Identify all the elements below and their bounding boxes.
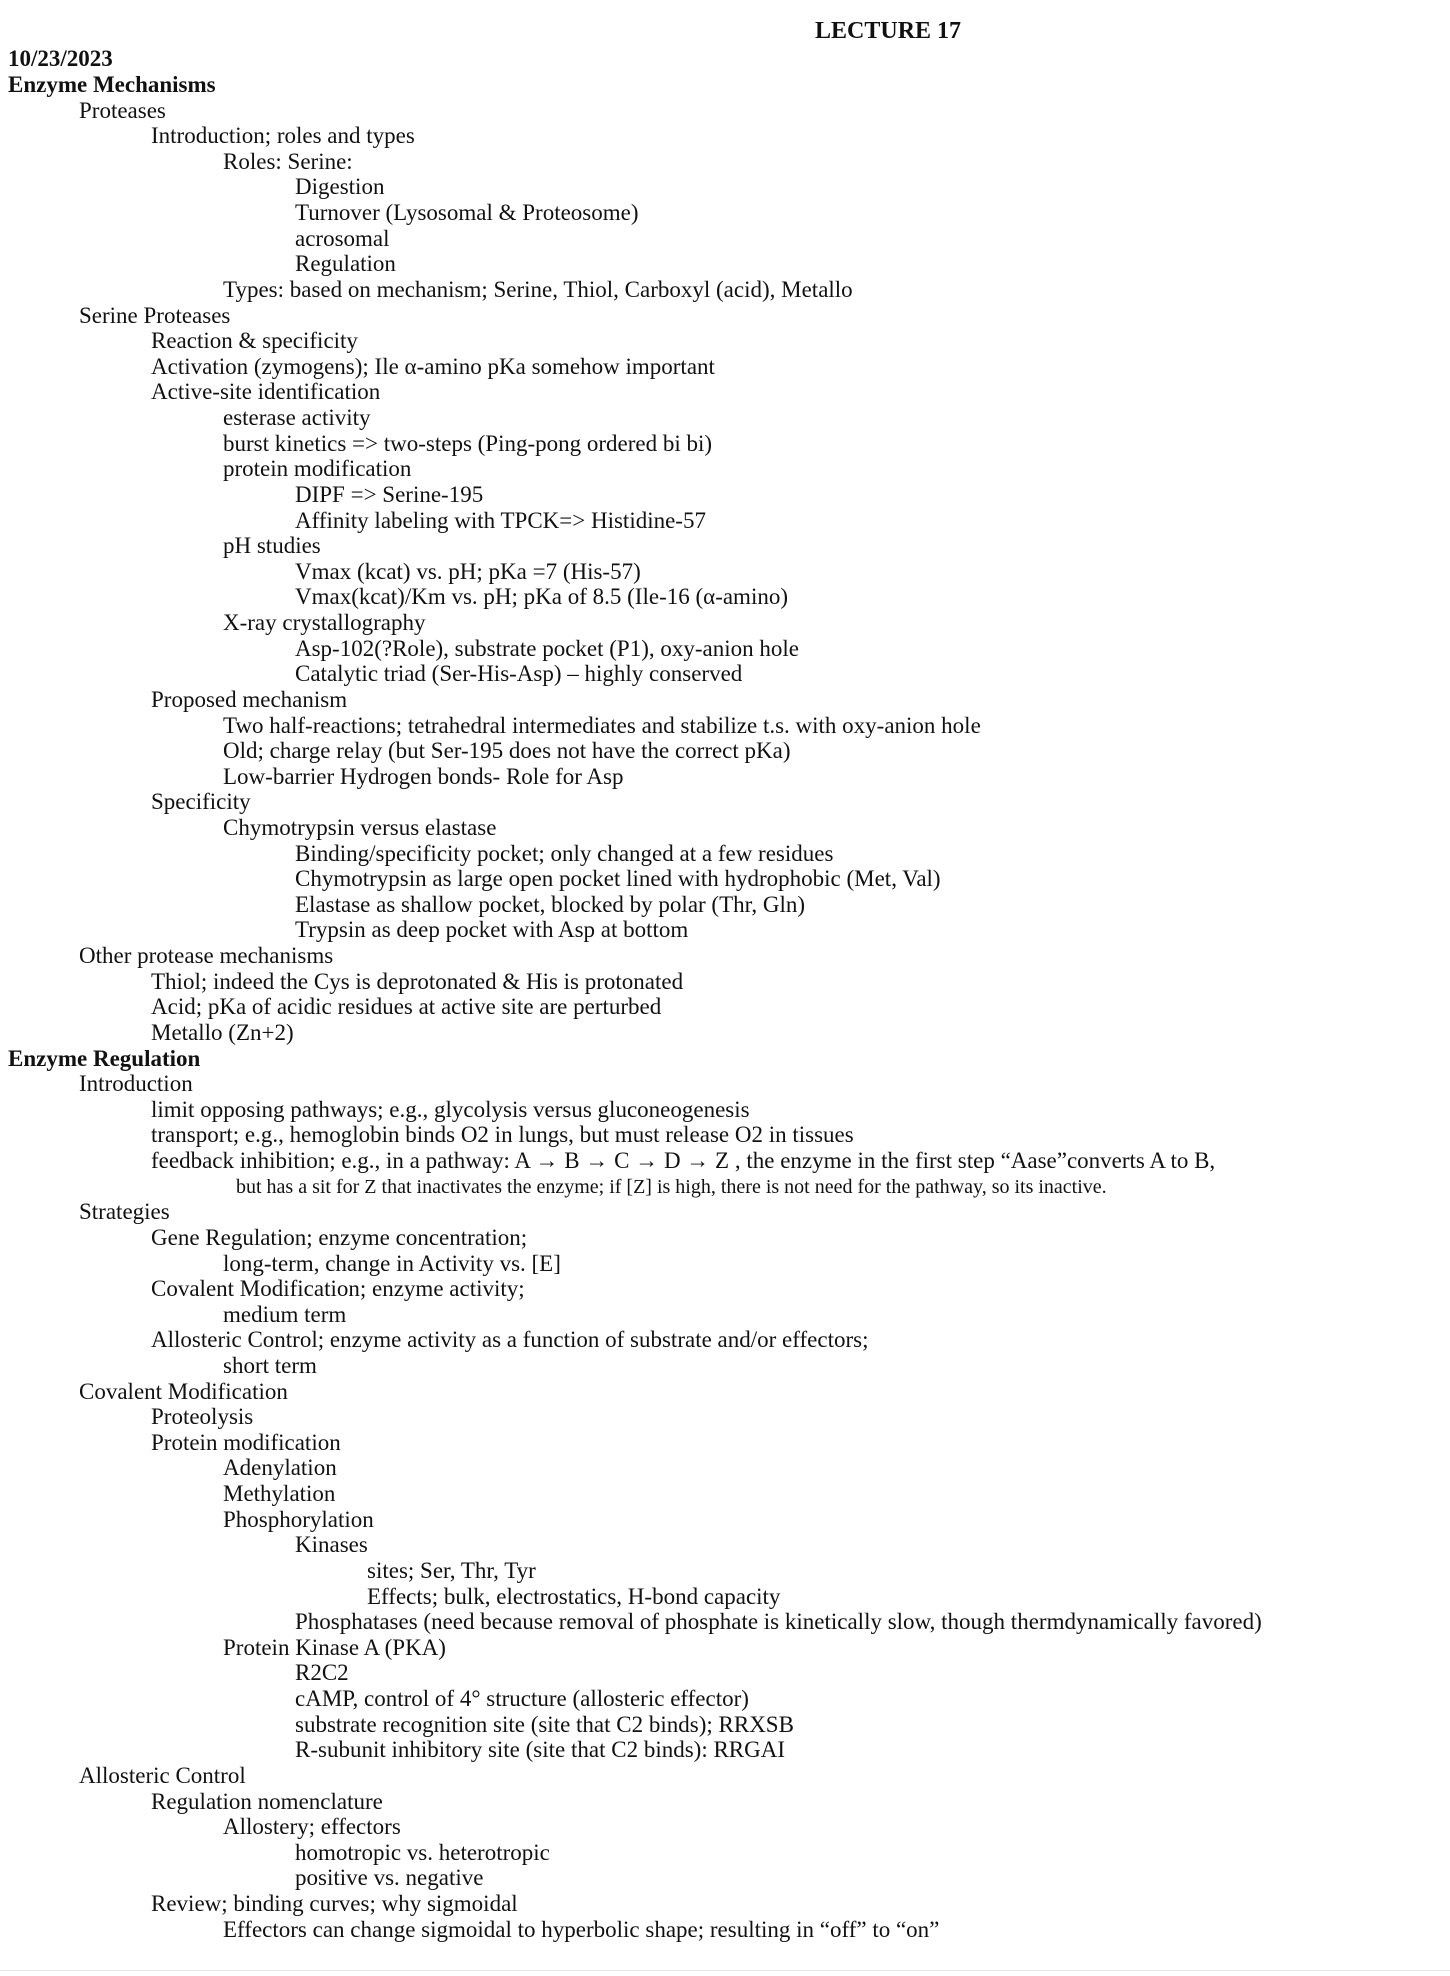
outline-line: limit opposing pathways; e.g., glycolysis versus gluconeogenesis xyxy=(151,1097,750,1122)
outline-line: substrate recognition site (site that C2 binds); RRXSB xyxy=(295,1712,794,1737)
lecture-title: LECTURE 17 xyxy=(815,18,962,44)
outline-line: Binding/specificity pocket; only changed at a few residues xyxy=(295,841,834,866)
outline-line: Proteolysis xyxy=(151,1404,254,1429)
outline-line: Gene Regulation; enzyme concentration; xyxy=(151,1225,528,1250)
outline-line: Regulation xyxy=(295,251,396,276)
outline-line: burst kinetics => two-steps (Ping-pong ordered bi bi) xyxy=(223,431,713,456)
outline-line: Catalytic triad (Ser-His-Asp) – highly conserved xyxy=(295,661,743,686)
outline-line: Adenylation xyxy=(223,1455,337,1480)
outline-line: Vmax (kcat) vs. pH; pKa =7 (His-57) xyxy=(295,559,641,584)
outline-line: Activation (zymogens); Ile α-amino pKa somehow important xyxy=(151,354,715,379)
outline-line: Phosphorylation xyxy=(223,1507,374,1532)
outline-line: Trypsin as deep pocket with Asp at bottom xyxy=(295,917,689,942)
outline-line: Vmax(kcat)/Km vs. pH; pKa of 8.5 (Ile-16 (α-amino) xyxy=(295,584,788,609)
outline-line: medium term xyxy=(223,1302,347,1327)
outline-line: feedback inhibition; e.g., in a pathway: A → B → C → D → Z , the enzyme in the first step “Aase”converts A to B, xyxy=(151,1148,1216,1173)
outline-line: pH studies xyxy=(223,533,321,558)
section-heading: Enzyme Regulation xyxy=(8,1046,201,1071)
outline-line: X-ray crystallography xyxy=(223,610,426,635)
outline-line: Effects; bulk, electrostatics, H-bond capacity xyxy=(367,1584,781,1609)
outline-line: Allosteric Control; enzyme activity as a function of substrate and/or effectors; xyxy=(151,1327,869,1352)
outline-line: Old; charge relay (but Ser-195 does not have the correct pKa) xyxy=(223,738,791,763)
outline-line: protein modification xyxy=(223,456,412,481)
outline-line: Chymotrypsin versus elastase xyxy=(223,815,497,840)
outline-line: Turnover (Lysosomal & Proteosome) xyxy=(295,200,639,225)
page-bottom-divider xyxy=(0,1970,1450,1971)
outline-line: Thiol; indeed the Cys is deprotonated & His is protonated xyxy=(151,969,684,994)
outline-line: Allosteric Control xyxy=(79,1763,246,1788)
outline-line: R2C2 xyxy=(295,1660,349,1685)
outline-line: Specificity xyxy=(151,789,251,814)
outline-line: Introduction xyxy=(79,1071,193,1096)
outline-line: Allostery; effectors xyxy=(223,1814,401,1839)
outline-line: Review; binding curves; why sigmoidal xyxy=(151,1891,518,1916)
section-heading: Enzyme Mechanisms xyxy=(8,72,216,97)
outline-line: Types: based on mechanism; Serine, Thiol, Carboxyl (acid), Metallo xyxy=(223,277,853,302)
outline-line: esterase activity xyxy=(223,405,371,430)
outline-line: Two half-reactions; tetrahedral intermediates and stabilize t.s. with oxy-anion hole xyxy=(223,713,981,738)
outline-line: Low-barrier Hydrogen bonds- Role for Asp xyxy=(223,764,624,789)
outline-line: Introduction; roles and types xyxy=(151,123,415,148)
outline-line: Kinases xyxy=(295,1532,368,1557)
outline-line: homotropic vs. heterotropic xyxy=(295,1840,550,1865)
outline-line: Chymotrypsin as large open pocket lined with hydrophobic (Met, Val) xyxy=(295,866,941,891)
outline-line: Digestion xyxy=(295,174,385,199)
outline-line: Covalent Modification xyxy=(79,1379,288,1404)
outline-line: transport; e.g., hemoglobin binds O2 in lungs, but must release O2 in tissues xyxy=(151,1122,854,1147)
outline-line: Acid; pKa of acidic residues at active site are perturbed xyxy=(151,994,662,1019)
lecture-date: 10/23/2023 xyxy=(8,46,113,71)
outline-line: Phosphatases (need because removal of phosphate is kinetically slow, though thermdynamically favored) xyxy=(295,1609,1262,1634)
outline-line: Metallo (Zn+2) xyxy=(151,1020,294,1045)
outline-line: long-term, change in Activity vs. [E] xyxy=(223,1251,561,1276)
outline-line: Active-site identification xyxy=(151,379,381,404)
outline-line: Effectors can change sigmoidal to hyperbolic shape; resulting in “off” to “on” xyxy=(223,1917,940,1942)
outline-line: sites; Ser, Thr, Tyr xyxy=(367,1558,536,1583)
outline-line: but has a sit for Z that inactivates the enzyme; if [Z] is high, there is not need for the pathway, so its inactive. xyxy=(236,1176,1107,1198)
outline-line: R-subunit inhibitory site (site that C2 binds): RRGAI xyxy=(295,1737,786,1762)
outline-line: Methylation xyxy=(223,1481,336,1506)
outline-line: Reaction & specificity xyxy=(151,328,358,353)
outline-line: cAMP, control of 4° structure (allosteric effector) xyxy=(295,1686,749,1711)
outline-line: Other protease mechanisms xyxy=(79,943,334,968)
outline-line: Strategies xyxy=(79,1199,170,1224)
outline-line: Covalent Modification; enzyme activity; xyxy=(151,1276,525,1301)
outline-line: short term xyxy=(223,1353,317,1378)
outline-line: Affinity labeling with TPCK=> Histidine-57 xyxy=(295,508,706,533)
outline-line: DIPF => Serine-195 xyxy=(295,482,484,507)
outline-line: Protein modification xyxy=(151,1430,341,1455)
outline-line: Proposed mechanism xyxy=(151,687,348,712)
outline-line: positive vs. negative xyxy=(295,1865,484,1890)
outline-line: Elastase as shallow pocket, blocked by polar (Thr, Gln) xyxy=(295,892,806,917)
outline-line: Serine Proteases xyxy=(79,303,231,328)
outline-line: Proteases xyxy=(79,98,166,123)
outline-line: Regulation nomenclature xyxy=(151,1789,383,1814)
outline-line: Roles: Serine: xyxy=(223,149,353,174)
outline-line: acrosomal xyxy=(295,226,390,251)
outline-line: Asp-102(?Role), substrate pocket (P1), oxy-anion hole xyxy=(295,636,799,661)
outline-line: Protein Kinase A (PKA) xyxy=(223,1635,446,1660)
